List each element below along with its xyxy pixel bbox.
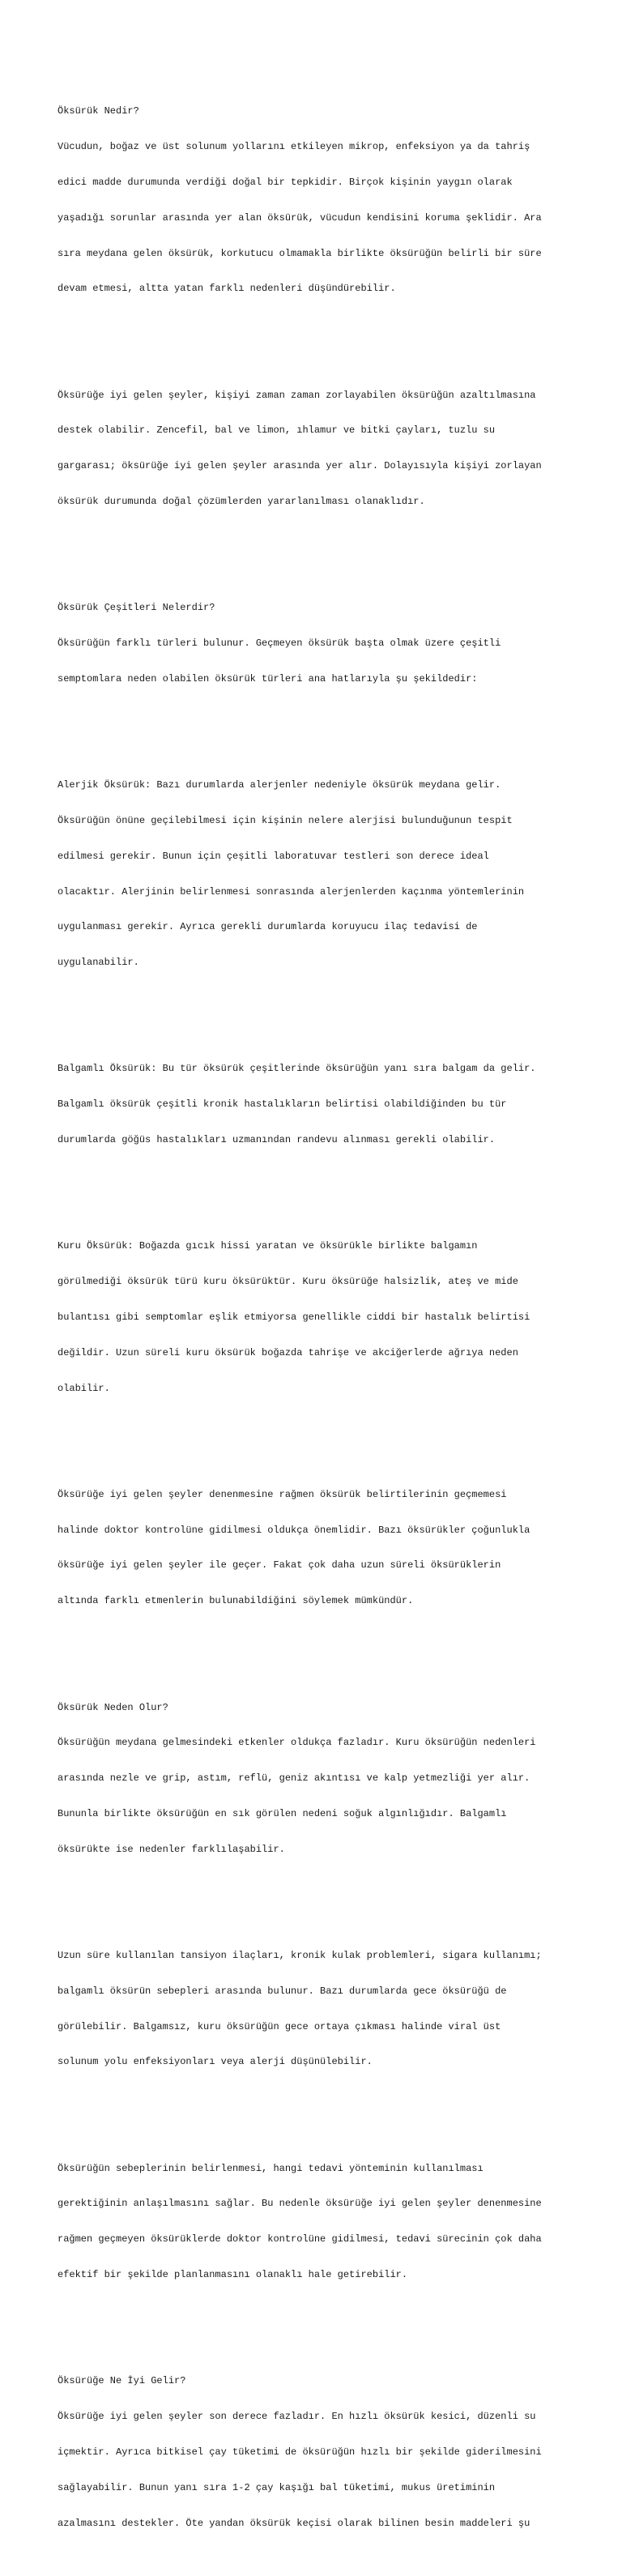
text-line: arasında nezle ve grip, astım, reflü, geniz akıntısı ve kalp yetmezliği yer alır. [58, 1772, 530, 1785]
text-line: durumlarda göğüs hastalıkları uzmanından randevu alınması gerekli olabilir. [58, 1134, 496, 1146]
paragraph-block [58, 82, 576, 318]
text-line: görülmediği öksürük türü kuru öksürüktür. Kuru öksürüğe halsizlik, ateş ve mide [58, 1276, 518, 1288]
text-line: Öksürüğe iyi gelen şeyler son derece fazladır. En hızlı öksürük kesici, düzenli su [58, 2411, 536, 2423]
section-heading: Öksürük Çeşitleri Nelerdir? [58, 602, 215, 614]
text-line: edilmesi gerekir. Bunun için çeşitli laboratuvar testleri son derece ideal [58, 850, 489, 862]
text-line: sağlayabilir. Bunun yanı sıra 1-2 çay kaşığı bal tüketimi, mukus üretiminin [58, 2481, 496, 2493]
paragraph-block [58, 578, 576, 709]
text-line: olabilir. [58, 1382, 110, 1394]
text-line: Balgamlı Öksürük: Bu tür öksürük çeşitlerinde öksürüğün yanı sıra balgam da gelir. [58, 1063, 536, 1075]
text-line: semptomlara neden olabilen öksürük türleri ana hatlarıyla şu şekildedir: [58, 672, 478, 685]
text-line: öksürüğe iyi gelen şeyler ile geçer. Fakat çok daha uzun süreli öksürüklerin [58, 1559, 501, 1572]
text-line: Balgamlı öksürük çeşitli kronik hastalıkların belirtisi olabildiğinden bu tür [58, 1098, 507, 1111]
text-line: efektif bir şekilde planlanmasını olanaklı hale getirebilir. [58, 2269, 408, 2281]
text-line: azalmasını destekler. Öte yandan öksürük keçisi olarak bilinen besin maddeleri şu [58, 2517, 530, 2529]
text-line: rağmen geçmeyen öksürüklerde doktor kontrolüne gidilmesi, tedavi sürecinin çok daha [58, 2233, 542, 2245]
text-line: Öksürüğün önüne geçilebilmesi için kişinin nelere alerjisi bulunduğunun tespit [58, 815, 513, 826]
text-line: halinde doktor kontrolüne gidilmesi oldukça önemlidir. Bazı öksürükler çoğunlukla [58, 1524, 530, 1536]
text-line: Uzun süre kullanılan tansiyon ilaçları, kronik kulak problemleri, sigara kullanımı; [58, 1950, 542, 1961]
text-line: uygulanması gerekir. Ayrıca gerekli durumlarda koruyucu ilaç tedavisi de [58, 921, 478, 933]
text-line: devam etmesi, altta yatan farklı nedenleri düşündürebilir. [58, 283, 396, 295]
text-line: Alerjik Öksürük: Bazı durumlarda alerjenler nedeniyle öksürük meydana gelir. [58, 779, 501, 791]
section-heading: Öksürük Nedir? [58, 105, 139, 117]
text-line: sıra meydana gelen öksürük, korkutucu olmamakla birlikte öksürüğün belirli bir süre [58, 247, 542, 259]
paragraph-block [58, 1926, 576, 2092]
text-line: gargarası; öksürüğe iyi gelen şeyler arasında yer alır. Dolayısıyla kişiyi zorlayan [58, 460, 542, 472]
text-line: Bununla birlikte öksürüğün en sık görülen nedeni soğuk algınlığıdır. Balgamlı [58, 1807, 507, 1819]
text-line: değildir. Uzun süreli kuru öksürük boğazda tahrişe ve akciğerlerde ağrıya neden [58, 1346, 518, 1358]
text-line: balgamlı öksürün sebepleri arasında bulunur. Bazı durumlarda gece öksürüğü de [58, 1985, 507, 1997]
section-heading: Öksürüğe Ne İyi Gelir? [58, 2375, 186, 2387]
section-heading: Öksürük Neden Olur? [58, 1701, 168, 1713]
text-line: Kuru Öksürük: Boğazda gıcık hissi yaratan ve öksürükle birlikte balgamın [58, 1240, 478, 1252]
paragraph-block [58, 756, 576, 992]
text-line: içmektir. Ayrıca bitkisel çay tüketimi de öksürüğün hızlı bir şekilde giderilmesini [58, 2446, 542, 2458]
paragraph-block [58, 2139, 576, 2305]
text-line: Vücudun, boğaz ve üst solunum yollarını etkileyen mikrop, enfeksiyon ya da tahriş [58, 141, 530, 153]
text-line: olacaktır. Alerjinin belirlenmesi sonrasında alerjenlerden kaçınma yöntemlerinin [58, 885, 525, 898]
text-line: solunum yolu enfeksiyonları veya alerji düşünülebilir. [58, 2056, 373, 2068]
text-line: öksürükte ise nedenler farklılaşabilir. [58, 1843, 285, 1855]
text-line: öksürük durumunda doğal çözümlerden yararlanılması olanaklıdır. [58, 495, 425, 507]
text-line: görülebilir. Balgamsız, kuru öksürüğün gece ortaya çıkması halinde viral üst [58, 2020, 501, 2032]
text-line: edici madde durumunda verdiği doğal bir tepkidir. Birçok kişinin yaygın olarak [58, 176, 513, 188]
paragraph-block [58, 365, 576, 531]
paragraph-block [58, 1039, 576, 1170]
text-line: Öksürüğe iyi gelen şeyler denenmesine rağmen öksürük belirtilerinin geçmemesi [58, 1488, 507, 1500]
paragraph-block [58, 1217, 576, 1418]
text-line: destek olabilir. Zencefil, bal ve limon, ıhlamur ve bitki çayları, tuzlu su [58, 424, 496, 437]
paragraph-block [58, 2352, 576, 2553]
paragraph-block [58, 1465, 576, 1631]
text-line: Öksürüğün meydana gelmesindeki etkenler oldukça fazladır. Kuru öksürüğün nedenleri [58, 1737, 536, 1749]
text-line: gerektiğinin anlaşılmasını sağlar. Bu nedenle öksürüğe iyi gelen şeyler denenmesine [58, 2198, 542, 2210]
text-line: Öksürüğe iyi gelen şeyler, kişiyi zaman zaman zorlayabilen öksürüğün azaltılmasına [58, 389, 536, 401]
text-line: altında farklı etmenlerin bulunabildiğini söylemek mümkündür. [58, 1595, 414, 1607]
text-line: Öksürüğün farklı türleri bulunur. Geçmeyen öksürük başta olmak üzere çeşitli [58, 638, 501, 650]
paragraph-block [58, 1678, 576, 1879]
text-line: bulantısı gibi semptomlar eşlik etmiyorsa genellikle ciddi bir hastalık belirtisi [58, 1311, 530, 1323]
document-page [58, 58, 576, 2576]
text-line: yaşadığı sorunlar arasında yer alan öksürük, vücudun kendisini koruma şeklidir. Ara [58, 211, 542, 224]
text-line: Öksürüğün sebeplerinin belirlenmesi, hangi tedavi yönteminin kullanılması [58, 2162, 484, 2174]
text-line: uygulanabilir. [58, 957, 139, 969]
